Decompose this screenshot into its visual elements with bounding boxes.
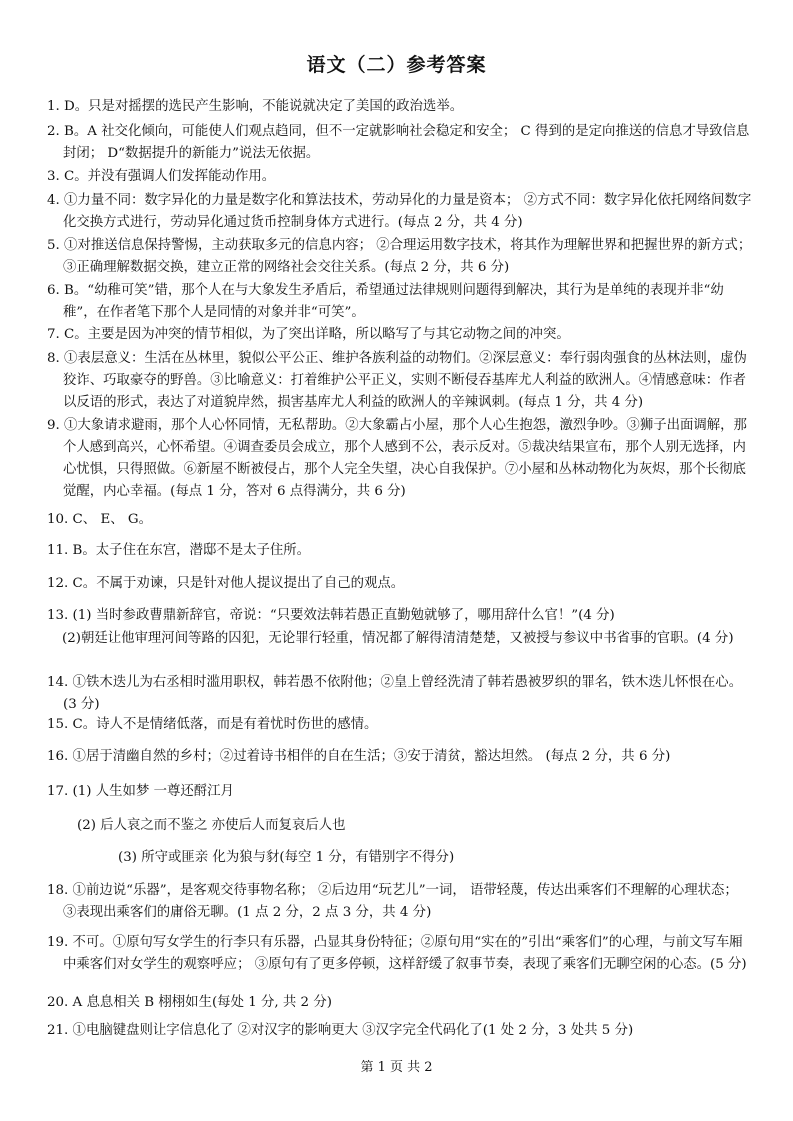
answer-13-1: 13. (1) 当时参政曹鼎新辞官，帝说：“只要效法韩若愚正直勤勉就够了，哪用辞什么官！”(4 分)	[47, 608, 615, 623]
answer-3: 3. C。并没有强调人们发挥能动作用。	[47, 169, 276, 184]
answer-17-2: (2) 后人哀之而不鉴之 亦使后人而复哀后人也	[77, 818, 346, 833]
answer-21: 21. ①电脑键盘则让字信息化了 ②对汉字的影响更大 ③汉字完全代码化了(1 处 2 分，3 处共 5 分)	[47, 1023, 634, 1038]
answer-4: 4. ①力量不同：数字异化的力量是数字化和算法技术，劳动异化的力量是资本； ②方式不同：数字异化依托网络间数字化交换方式进行，劳动异化通过货币控制身体方式进行。(每点 2 分，共 4 分)	[47, 193, 752, 230]
answer-1: 1. D。只是对摇摆的选民产生影响，不能说就决定了美国的政治选举。	[47, 99, 464, 114]
answer-6: 6. B。“幼稚可笑”错，那个人在与大象发生矛盾后，希望通过法律规则问题得到解决，其行为是单纯的表现并非“幼稚”，在作者笔下那个人是同情的对象并非“可笑”。	[47, 283, 724, 320]
answer-15: 15. C。诗人不是情绪低落，而是有着忧时伤世的感情。	[47, 717, 378, 732]
answer-13-2: (2)朝廷让他审理河间等路的囚犯，无论罪行轻重，情况都了解得清清楚楚，又被授与参议中书省事的官职。(4 分)	[62, 631, 734, 646]
answer-11: 11. B。太子住在东宫，潜邸不是太子住所。	[47, 543, 311, 558]
answer-17-3: (3) 所守或匪亲 化为狼与豺(每空 1 分，有错别字不得分)	[118, 850, 455, 865]
answer-8: 8. ①表层意义：生活在丛林里，貌似公平公正、维护各族利益的动物们。②深层意义：奉行弱肉强食的丛林法则，虚伪狡诈、巧取豪夺的野兽。③比喻意义：打着维护公平正义，实则不断侵吞基库尤人利益的欧洲人。④情感意味：作者以反语的形式，表达了对道貌岸然，损害基库尤人利益的欧洲人的辛辣讽刺。(每点 1 分，共 4 分)	[47, 351, 747, 410]
answer-17-1: 17. (1) 人生如梦 一尊还酹江月	[47, 784, 234, 799]
answer-9: 9. ①大象请求避雨，那个人心怀同情，无私帮助。②大象霸占小屋，那个人心生抱怨，激烈争吵。③狮子出面调解，那个人感到高兴，心怀希望。④调查委员会成立，那个人感到不公，表示反对。⑤裁决结果宣布，那个人别无选择，内心忧惧，只得照做。⑥新屋不断被侵占，那个人完全失望，决心自我保护。⑦小屋和丛林动物化为灰烬，那个长彻底觉醒，内心幸福。(每点 1 分，答对 6 点得满分，共 6 分)	[47, 418, 747, 499]
answer-18: 18. ①前边说“乐器”，是客观交待事物名称； ②后边用“玩艺儿”一词， 语带轻蔑，传达出乘客们不理解的心理状态； ③表现出乘客们的庸俗无聊。(1 点 2 分，2 点 3 分，共 4 分)	[47, 883, 738, 920]
answer-12: 12. C。不属于劝谏，只是针对他人提议提出了自己的观点。	[47, 576, 405, 591]
page-title: 语文（二）参考答案	[306, 54, 487, 76]
answer-7: 7. C。主要是因为冲突的情节相似，为了突出详略，所以略写了与其它动物之间的冲突。	[47, 327, 570, 342]
answer-16: 16. ①居于清幽自然的乡村；②过着诗书相伴的自在生活；③安于清贫，豁达坦然。 (每点 2 分，共 6 分)	[47, 749, 671, 764]
answer-5: 5. ①对推送信息保持警惕，主动获取多元的信息内容； ②合理运用数字技术，将其作为理解世界和把握世界的新方式； ③正确理解数据交换，建立正常的网络社会交往关系。(每点 2 分，共 6 分)	[47, 238, 752, 275]
answer-2: 2. B。A 社交化倾向，可能使人们观点趋同，但不一定就影响社会稳定和安全； C 得到的是定向推送的信息才导致信息封闭； D“数据提升的新能力”说法无依据。	[47, 124, 750, 161]
answer-14: 14. ①铁木迭儿为右丞相时滥用职权，韩若愚不依附他；②皇上曾经洗清了韩若愚被罗织的罪名，铁木迭儿怀恨在心。(3 分)	[47, 675, 743, 712]
answer-20: 20. A 息息相关 B 栩栩如生(每处 1 分, 共 2 分)	[47, 995, 332, 1010]
answer-10: 10. C、 E、 G。	[47, 512, 152, 527]
answer-19: 19. 不可。①原句写女学生的行李只有乐器，凸显其身份特征；②原句用“实在的”引出“乘客们”的心理，与前文写车厢中乘客们对女学生的观察呼应； ③原句有了更多停顿，这样舒缓了叙事节奏，表现了乘客们无聊空闲的心态。(5 分)	[47, 935, 747, 972]
page-number: 第 1 页 共 2	[360, 1060, 433, 1075]
